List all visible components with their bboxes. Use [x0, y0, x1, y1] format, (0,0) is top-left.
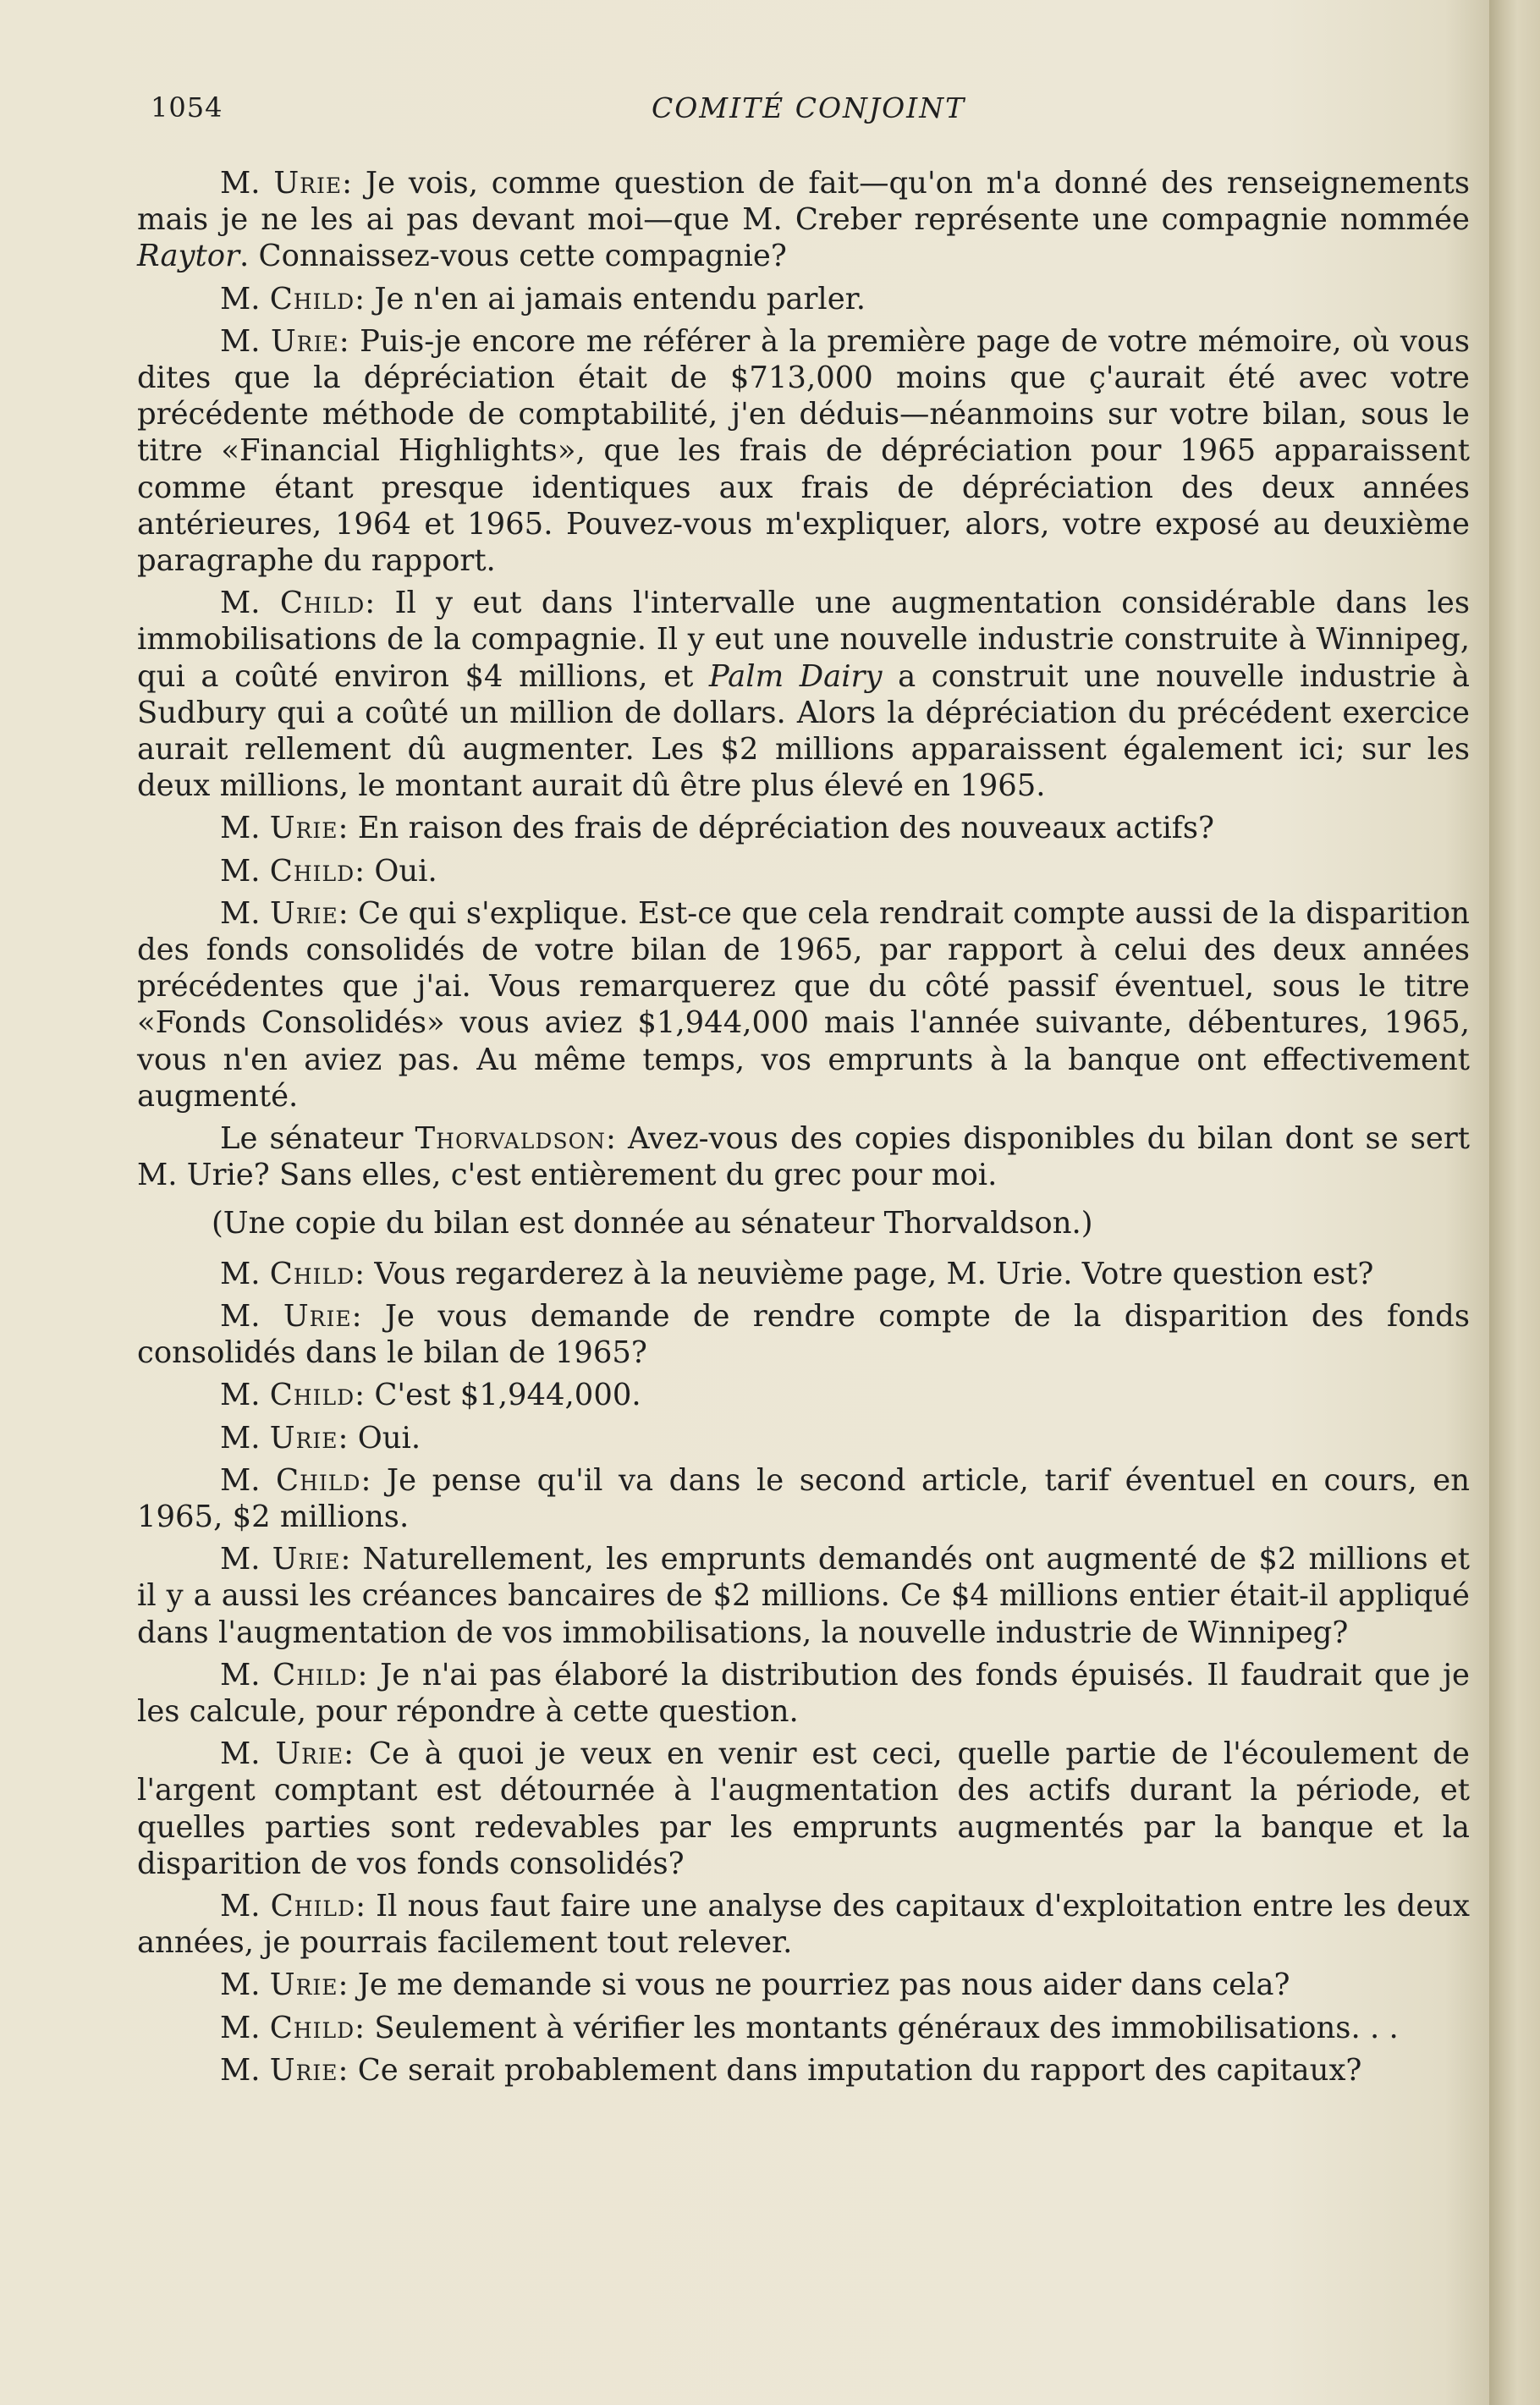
paragraph: M. Child: Il nous faut faire une analyse des capitaux d'exploitation entre les deux années, je pourrais facilement tout relever.: [137, 1888, 1470, 1961]
speaker-name: Urie: [269, 1967, 338, 2003]
speaker-name: Child: [269, 853, 355, 889]
paragraph: M. Urie: Ce qui s'explique. Est-ce que cela rendrait compte aussi de la disparition des fonds consolidés de votre bilan de 1965, par rapport à celui des deux années précédentes que j'ai. Vous remarquerez que du côté passif éventuel, sous le titre «Fonds Consolidés» vous aviez $1,944,000 mais l'année suivante, débentures, 1965, vous n'en aviez pas. Au même temps, vos emprunts à la banque ont effectivement augmenté.: [137, 895, 1470, 1114]
paragraph: M. Urie: Puis-je encore me référer à la première page de votre mémoire, où vous dites que la dépréciation était de $713,000 moins que ç'aurait été avec votre précédente méthode de comptabilité, j'en déduis—néanmoins sur votre bilan, sous le titre «Financial Highlights», que les frais de dépréciation pour 1965 apparaissent comme étant presque identiques aux frais de dépréciation des deux années antérieures, 1964 et 1965. Pouvez-vous m'expliquer, alors, votre exposé au deuxième paragraphe du rapport.: [137, 323, 1470, 579]
transcript-body: [137, 165, 1470, 2094]
speaker-name: Urie: [269, 895, 338, 931]
speaker-name: Urie: [269, 1420, 338, 1456]
paragraph: M. Urie: Je me demande si vous ne pourriez pas nous aider dans cela?: [220, 1967, 1290, 2003]
paragraph: M. Child: Seulement à vérifier les montants généraux des immobilisations. . .: [220, 2010, 1399, 2045]
page-number: 1054: [151, 91, 223, 124]
speaker-name: Urie: [283, 1298, 352, 1334]
running-head: COMITÉ CONJOINT: [652, 91, 966, 124]
paragraph: M. Urie: En raison des frais de dépréciation des nouveaux actifs?: [220, 811, 1215, 846]
paragraph: M. Child: Oui.: [220, 853, 437, 889]
paragraph: M. Child: Je n'ai pas élaboré la distribution des fonds épuisés. Il faudrait que je les calcule, pour répondre à cette question.: [137, 1657, 1470, 1729]
book-gutter: [1489, 0, 1540, 2405]
paragraph: M. Child: Il y eut dans l'intervalle une augmentation considérable dans les immobilisations de la compagnie. Il y eut une nouvelle industrie construite à Winnipeg, qui a coûté environ $4 millions, et Palm Dairy a construit une nouvelle industrie à Sudbury qui a coûté un million de dollars. Alors la dépréciation du précédent exercice aurait rellement dû augmenter. Les $2 millions apparaissent également ici; sur les deux millions, le montant aurait dû être plus élevé en 1965.: [137, 586, 1470, 804]
speaker-name: Thorvaldson: [415, 1121, 606, 1157]
speaker-name: Child: [276, 1462, 361, 1498]
paragraph: M. Urie: Naturellement, les emprunts demandés ont augmenté de $2 millions et il y a aussi les créances bancaires de $2 millions. Ce $4 millions entier était-il appliqué dans l'augmentation de vos immobilisations, la nouvelle industrie de Winnipeg?: [137, 1542, 1470, 1650]
speaker-name: Child: [269, 1378, 355, 1413]
speaker-name: Urie: [273, 166, 343, 201]
stage-note: (Une copie du bilan est donnée au sénateur Thorvaldson.): [212, 1206, 1093, 1241]
speaker-name: Child: [269, 1256, 355, 1291]
speaker-name: Urie: [270, 323, 339, 359]
speaker-name: Urie: [269, 2052, 338, 2088]
speaker-name: Child: [272, 1657, 358, 1692]
paragraph: M. Urie: Ce à quoi je veux en venir est ceci, quelle partie de l'écoulement de l'argent comptant est détournée à l'augmentation des actifs durant la période, et quelles parties sont redevables par les emprunts augmentés par la banque et la disparition de vos fonds consolidés?: [137, 1736, 1470, 1881]
speaker-name: Child: [269, 2010, 355, 2045]
paragraph: M. Child: C'est $1,944,000.: [220, 1378, 641, 1413]
paragraph: M. Child: Je pense qu'il va dans le second article, tarif éventuel en cours, en 1965, $2 millions.: [137, 1462, 1470, 1534]
paragraph: M. Urie: Je vous demande de rendre compte de la disparition des fonds consolidés dans le bilan de 1965?: [137, 1298, 1470, 1371]
paragraph: M. Child: Vous regarderez à la neuvième page, M. Urie. Votre question est?: [220, 1256, 1374, 1291]
speaker-name: Child: [270, 1888, 356, 1923]
paragraph: Le sénateur Thorvaldson: Avez-vous des copies disponibles du bilan dont se sert M. Urie? Sans elles, c'est entièrement du grec pour moi.: [137, 1121, 1470, 1193]
speaker-name: Urie: [275, 1736, 344, 1772]
speaker-name: Urie: [269, 811, 338, 846]
page-header: [0, 91, 1489, 134]
paragraph: M. Urie: Je vois, comme question de fait—qu'on m'a donné des renseignements mais je ne les ai pas devant moi—que M. Creber représente une compagnie nommée Raytor. Connaissez-vous cette compagnie?: [137, 166, 1470, 274]
speaker-name: Child: [279, 586, 366, 621]
speaker-name: Child: [269, 281, 355, 316]
paragraph: M. Urie: Ce serait probablement dans imputation du rapport des capitaux?: [220, 2052, 1362, 2088]
paragraph: M. Urie: Oui.: [220, 1420, 421, 1456]
speaker-name: Urie: [272, 1542, 341, 1577]
paragraph: M. Child: Je n'en ai jamais entendu parler.: [220, 281, 866, 316]
